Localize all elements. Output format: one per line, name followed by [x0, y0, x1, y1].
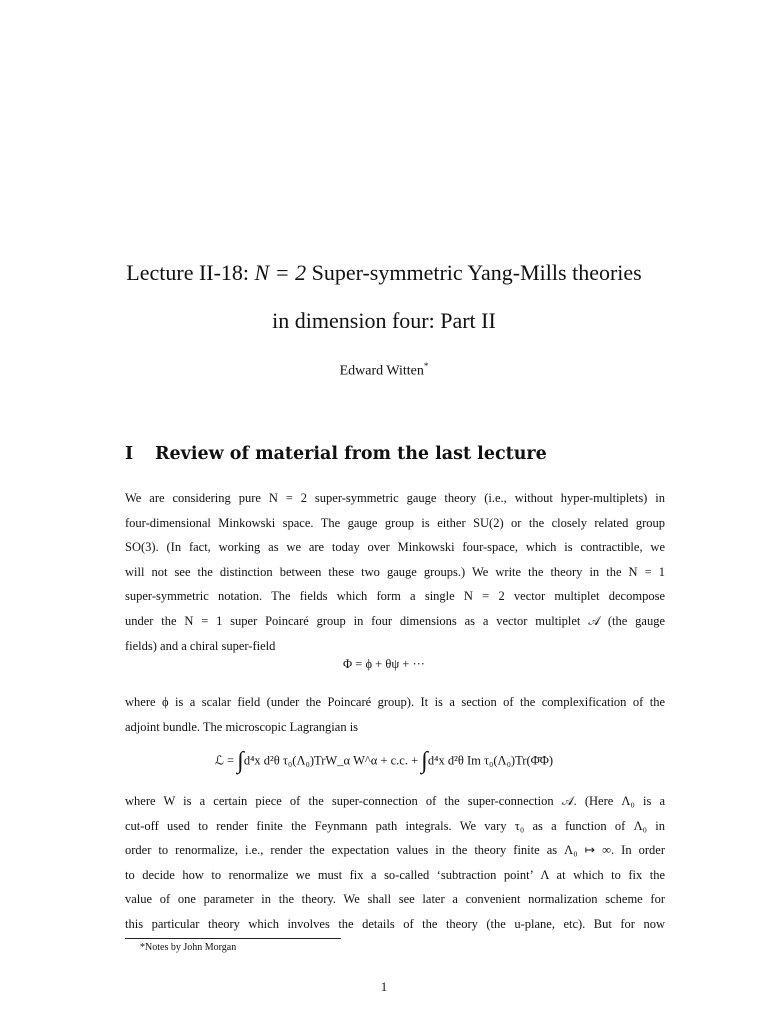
equation-lagrangian: ℒ = ∫d⁴x d²θ τ₀(Λ₀)TrW_α W^α + c.c. + ∫d⁴x d²θ Im τ₀(Λ₀)Tr(Φ̄Φ) [214, 748, 554, 774]
text-line: fields) and a chiral super-field [125, 638, 276, 653]
text-line: cut-off used to render finite the Feynmann path integrals. We vary τ₀ as a function of Λ₀ in [125, 818, 665, 833]
text-line: where ϕ is a scalar field (under the Poincaré group). It is a section of the complexification of the [125, 695, 665, 709]
text-line: order to renormalize, i.e., render the expectation values in the theory finite as Λ₀ ↦ ∞. In order [125, 843, 665, 858]
text-line: four-dimensional Minkowski space. The gauge group is either SU(2) or the closely related group [125, 515, 665, 530]
text-line: value of one parameter in the theory. We shall see later a convenient normalization scheme for [125, 892, 665, 907]
text-line: SO(3). (In fact, working as we are today over Minkowski four-space, which is contractible, we [125, 540, 665, 555]
title-line-2: in dimension four: Part II [272, 308, 496, 333]
title-math: N = 2 [254, 260, 307, 285]
text-line: will not see the distinction between these two gauge groups.) We write the theory in the N = 1 [125, 564, 665, 579]
section-number: I [125, 444, 134, 464]
footnote: *Notes by John Morgan [140, 942, 237, 953]
text-line: We are considering pure N = 2 super-symmetric gauge theory (i.e., without hyper-multiplets) in [125, 491, 665, 505]
author [0, 361, 768, 380]
title-line-1: Lecture II-18: N = 2 Super-symmetric Yang-Mills theories [126, 260, 642, 285]
paragraph-1 [125, 486, 665, 658]
text-line: super-symmetric notation. The fields which form a single N = 2 vector multiplet decompose [125, 589, 665, 604]
text-line: where W is a certain piece of the super-connection of the super-connection 𝒜. (Here Λ₀ is a [125, 794, 665, 808]
integral-sign: ∫ [237, 748, 244, 774]
footnote-rule [125, 938, 341, 939]
integral-sign: ∫ [421, 748, 428, 774]
text-line: to decide how to renormalize we must fix a so-called ‘subtraction point’ Λ at which to fix the [125, 867, 665, 882]
paragraph-3 [125, 789, 665, 937]
paragraph-2 [125, 690, 665, 739]
text-line: adjoint bundle. The microscopic Lagrangian is [125, 719, 359, 734]
author-name: Edward Witten [339, 363, 424, 379]
section-heading [125, 444, 547, 464]
author-footnote-mark: * [423, 361, 429, 371]
text-line: this particular theory which involves the details of the theory (the u-plane, etc). But for now [125, 916, 665, 931]
page-number: 1 [380, 980, 388, 994]
section-title: Review of material from the last lecture [155, 444, 547, 464]
equation-superfield: Φ = ϕ + θψ + ··· [343, 657, 425, 671]
text-line: under the N = 1 super Poincaré group in four dimensions as a vector multiplet 𝒜 (the gauge [125, 613, 665, 628]
